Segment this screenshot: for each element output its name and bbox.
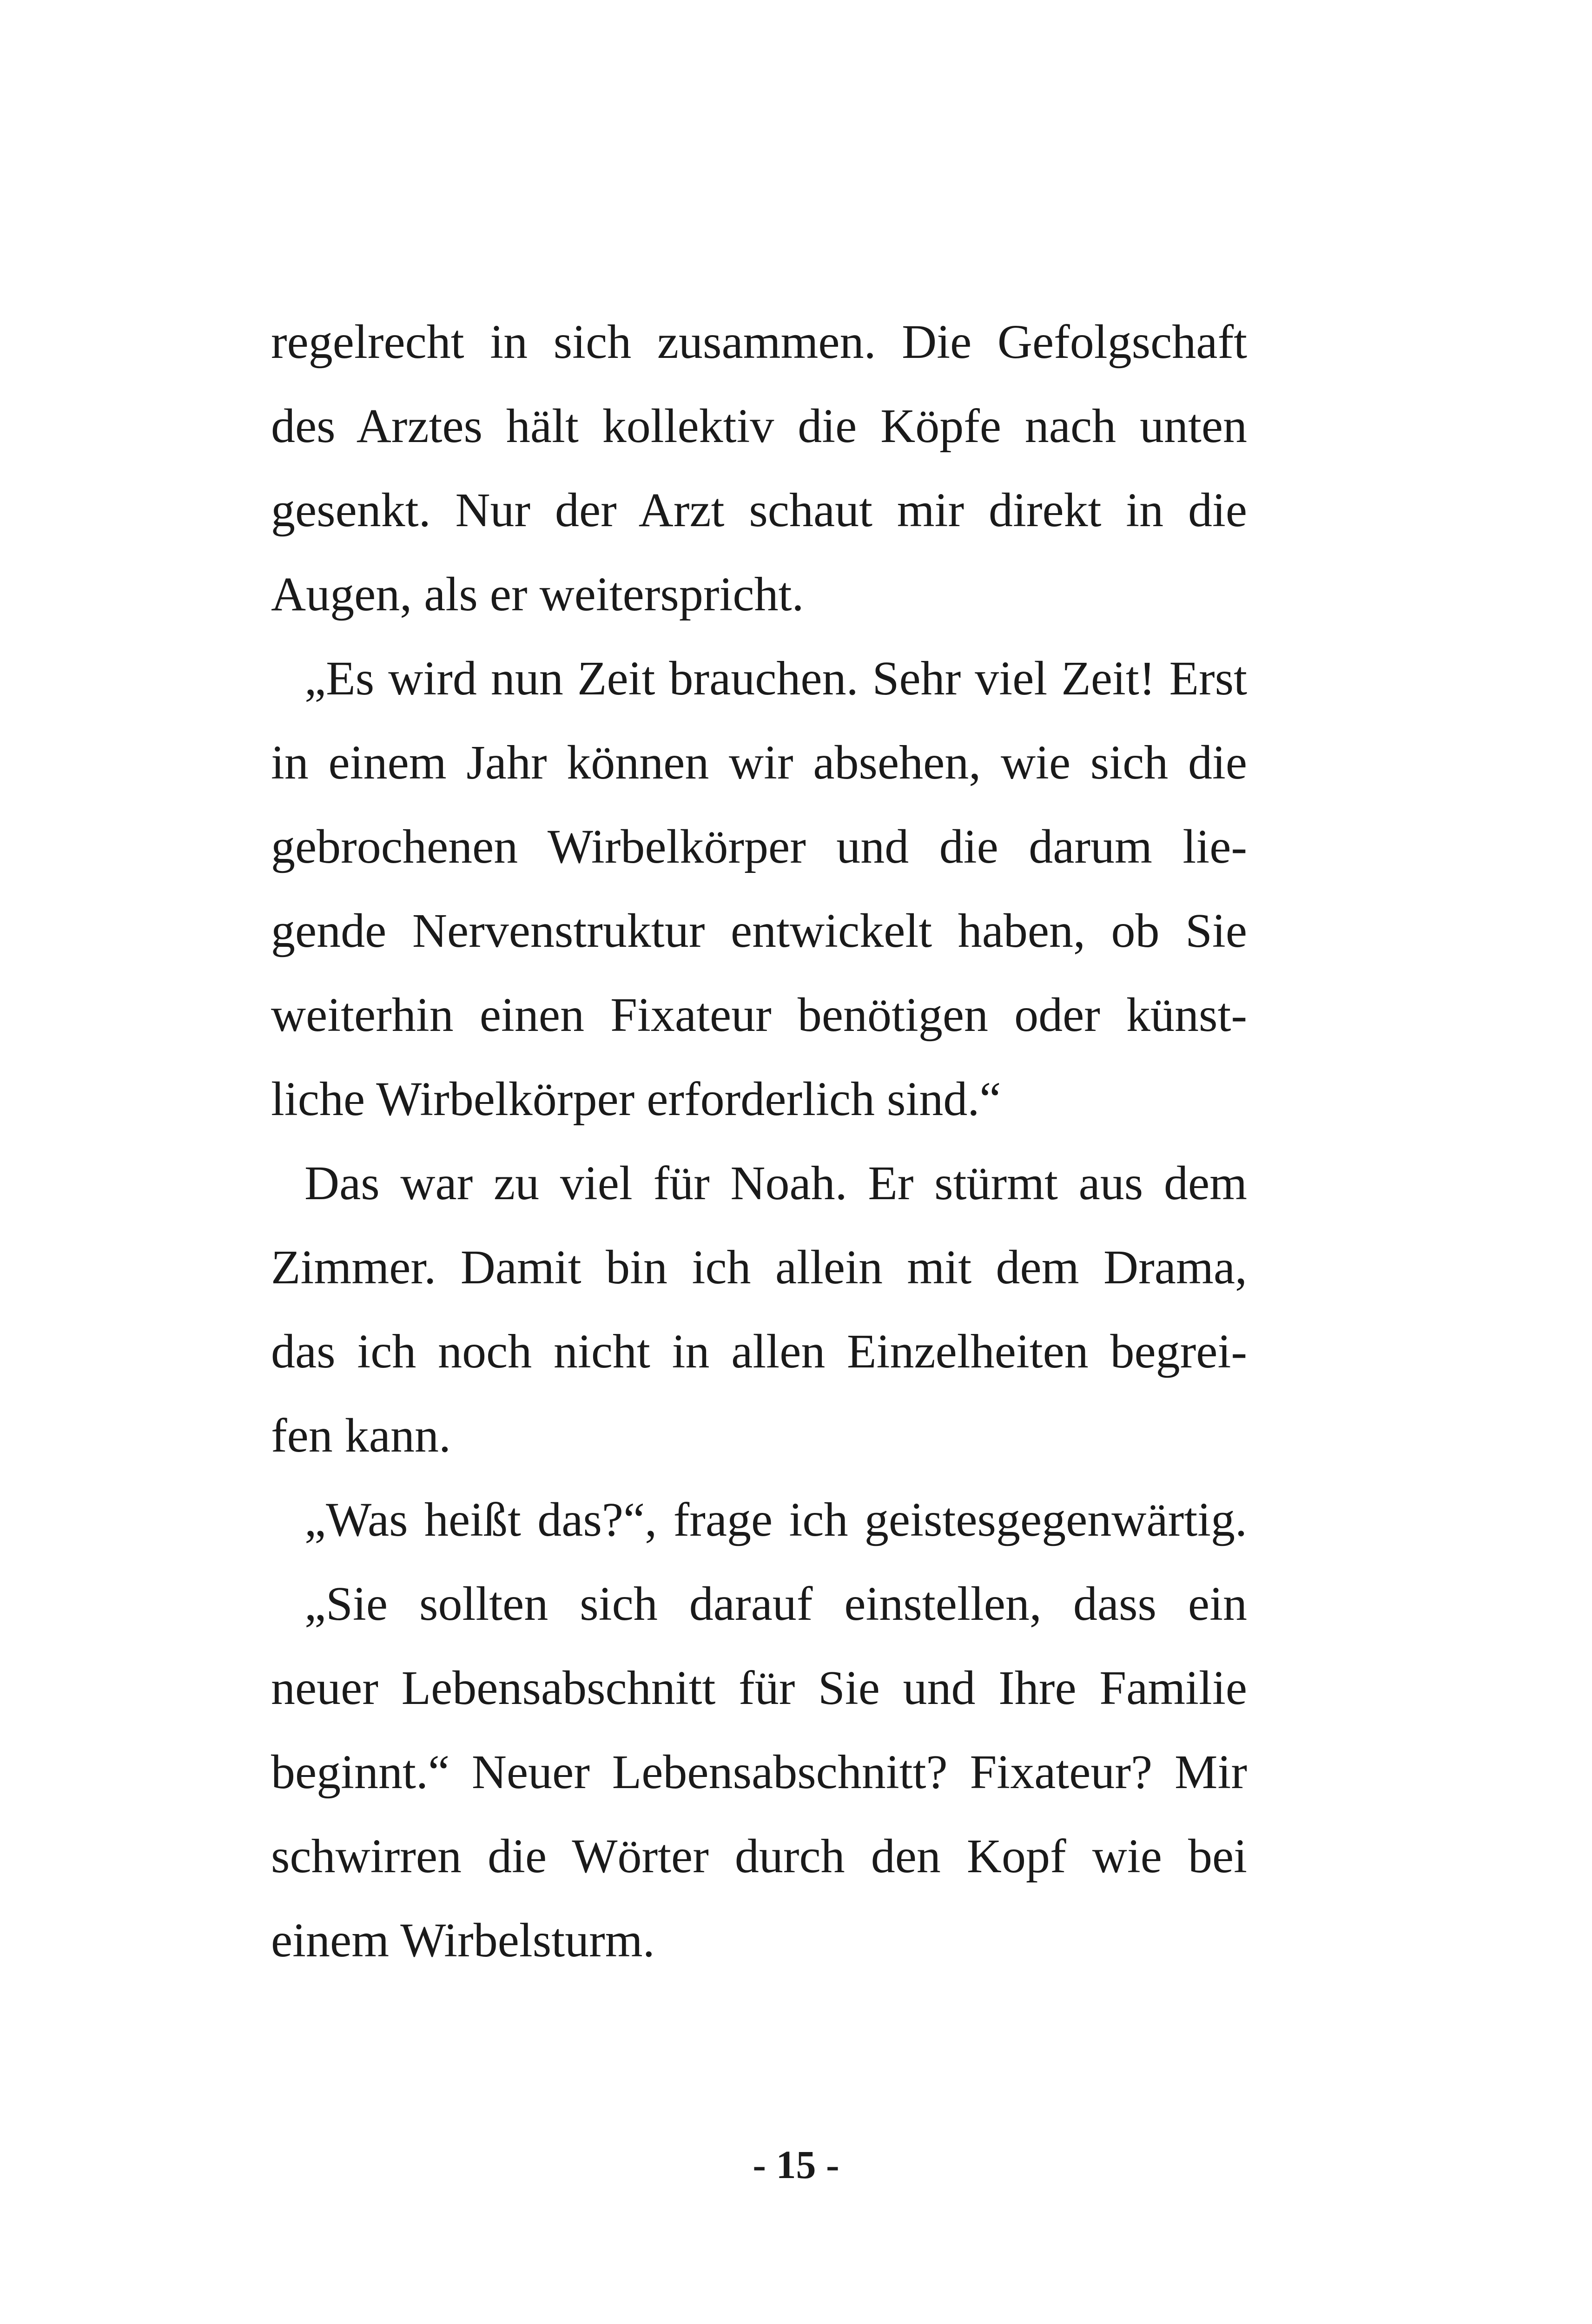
text-line: Augen, als er weiterspricht. xyxy=(271,568,804,621)
page-number: - 15 - xyxy=(753,2142,839,2187)
text-line: einem Wirbelsturm. xyxy=(271,1914,655,1967)
text-line: gende Nervenstruktur entwickelt haben, ob Sie xyxy=(271,904,1247,957)
text-line: regelrecht in sich zusammen. Die Gefolgschaft xyxy=(271,315,1247,369)
text-line: neuer Lebensabschnitt für Sie und Ihre Familie xyxy=(271,1661,1247,1715)
text-line: beginnt.“ Neuer Lebensabschnitt? Fixateur? Mir xyxy=(271,1745,1247,1799)
text-line: schwirren die Wörter durch den Kopf wie bei xyxy=(271,1829,1247,1883)
text-line: weiterhin einen Fixateur benötigen oder künst- xyxy=(271,988,1247,1042)
text-line: gebrochenen Wirbelkörper und die darum lie- xyxy=(271,820,1247,873)
text-line: in einem Jahr können wir absehen, wie sich die xyxy=(271,736,1247,789)
text-line: „Sie sollten sich darauf einstellen, dass ein xyxy=(304,1577,1247,1631)
text-line: gesenkt. Nur der Arzt schaut mir direkt in die xyxy=(271,483,1247,537)
text-line: liche Wirbelkörper erforderlich sind.“ xyxy=(271,1072,1001,1126)
text-line: Zimmer. Damit bin ich allein mit dem Drama, xyxy=(271,1241,1247,1294)
body-text xyxy=(271,300,1247,1982)
text-line: „Was heißt das?“, frage ich geistesgegenwärtig. xyxy=(304,1493,1247,1546)
text-line: des Arztes hält kollektiv die Köpfe nach unten xyxy=(271,399,1247,453)
text-line: „Es wird nun Zeit brauchen. Sehr viel Zeit! Erst xyxy=(304,652,1247,705)
text-line: Das war zu viel für Noah. Er stürmt aus dem xyxy=(304,1156,1247,1210)
text-line: fen kann. xyxy=(271,1409,451,1462)
text-line: das ich noch nicht in allen Einzelheiten begrei- xyxy=(271,1325,1247,1378)
